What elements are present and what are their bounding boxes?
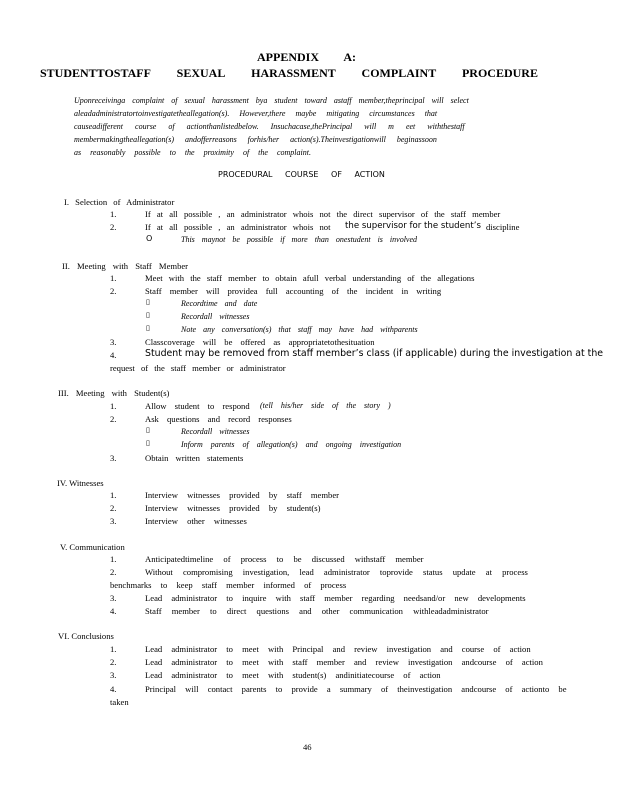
section-heading: V. Communication bbox=[60, 542, 125, 552]
intro-line: causeadifferent course of actionthanlistedbelow. Insuchacase,thePrincipal will m eet withthestaff bbox=[74, 122, 465, 131]
item-number: 1. bbox=[110, 554, 117, 564]
title-word: COMPLAINT bbox=[361, 66, 437, 80]
item-subtext: Note any conversation(s) that staff may have had withparents bbox=[181, 325, 418, 334]
procedural-heading: PROCEDURAL COURSE OF ACTION bbox=[218, 170, 385, 179]
item-text: Interview witnesses provided by student(s) bbox=[145, 503, 321, 513]
item-subtext: Inform parents of allegation(s) and ongoing investigation bbox=[181, 440, 402, 449]
intro-line: aleadadministratortoinvestigatetheallegation(s). However,there maybe mitigating circumstances that bbox=[74, 109, 438, 118]
section-heading: VI. Conclusions bbox=[58, 631, 114, 641]
item-number: 3. bbox=[110, 337, 117, 347]
item-number: 3. bbox=[110, 453, 117, 463]
bullet-icon: ▯ bbox=[146, 439, 150, 447]
item-subtext: This maynot be possible if more than onestudent is involved bbox=[181, 235, 418, 244]
bullet-icon: ▯ bbox=[146, 324, 150, 332]
item-subtext: Recordall witnesses bbox=[181, 312, 250, 321]
item-text: Anticipatedtimeline of process to be discussed withstaff member bbox=[145, 554, 424, 564]
bullet-icon: ▯ bbox=[146, 298, 150, 306]
item-number: 2. bbox=[110, 503, 117, 513]
item-subtext: (tell his/her side of the story ) bbox=[260, 401, 391, 410]
title-word: PROCEDURE bbox=[461, 66, 538, 80]
title-word: SEXUAL bbox=[176, 66, 226, 80]
item-number: 1. bbox=[110, 209, 117, 219]
section-heading: IV. Witnesses bbox=[57, 478, 104, 488]
page-number: 46 bbox=[303, 742, 312, 752]
item-number: 1. bbox=[110, 273, 117, 283]
item-text: Classcoverage will be offered as appropriatetothesituation bbox=[145, 337, 375, 347]
appendix-title: APPENDIX A: bbox=[257, 50, 356, 64]
item-text: Meet with the staff member to obtain afull verbal understanding of the allegations bbox=[145, 273, 475, 283]
item-number: 1. bbox=[110, 490, 117, 500]
item-text: Principal will contact parents to provide a summary of theinvestigation andcourse of actionto be bbox=[145, 684, 567, 694]
item-text: Ask questions and record responses bbox=[145, 414, 292, 424]
item-text: Interview witnesses provided by staff member bbox=[145, 490, 340, 500]
item-text: Lead administrator to meet with student(s) andinitiatecourse of action bbox=[145, 670, 441, 680]
item-text: Interview other witnesses bbox=[145, 516, 247, 526]
item-number: 4. bbox=[110, 606, 117, 616]
item-text: Student may be removed from staff member’s class (if applicable) during the investigation at the bbox=[145, 348, 604, 359]
item-text: Staff member will providea full accounting of the incident in writing bbox=[145, 286, 442, 296]
item-text: Lead administrator to meet with Principal and review investigation and course of action bbox=[145, 644, 531, 654]
bullet-icon: ▯ bbox=[146, 311, 150, 319]
item-text: Staff member to direct questions and other communication withleadadministrator bbox=[145, 606, 489, 616]
title-word: STUDENTTOSTAFF bbox=[40, 66, 151, 80]
section-heading: III. Meeting with Student(s) bbox=[58, 388, 170, 398]
item-number: 1. bbox=[110, 401, 117, 411]
item-number: 1. bbox=[110, 644, 117, 654]
item-number: 2. bbox=[110, 657, 117, 667]
item-text: If at all possible , an administrator whois not the direct supervisor of the staff member bbox=[145, 209, 501, 219]
item-text: Obtain written statements bbox=[145, 453, 244, 463]
item-text: the supervisor for the student’s bbox=[345, 221, 481, 231]
item-number: 3. bbox=[110, 516, 117, 526]
intro-line: Uponreceivinga complaint of sexual harassment bya student toward astaff member,theprincipal will select bbox=[74, 96, 469, 105]
item-number: 4. bbox=[110, 684, 117, 694]
item-text: Lead administrator to inquire with staff member regarding needsand/or new developments bbox=[145, 593, 526, 603]
item-number: 2. bbox=[110, 222, 117, 232]
item-text: Without compromising investigation, lead administrator toprovide status update at process bbox=[145, 567, 528, 577]
section-heading: II. Meeting with Staff Member bbox=[62, 261, 189, 271]
item-text: taken bbox=[110, 697, 129, 707]
circle-bullet-icon: O bbox=[146, 234, 153, 243]
item-number: 2. bbox=[110, 286, 117, 296]
item-number: 3. bbox=[110, 670, 117, 680]
item-number: 3. bbox=[110, 593, 117, 603]
item-number: 4. bbox=[110, 350, 117, 360]
item-text: discipline bbox=[486, 222, 520, 232]
item-text: If at all possible , an administrator whois not bbox=[145, 222, 331, 232]
title-word: HARASSMENT bbox=[251, 66, 336, 80]
item-text: Allow student to respond bbox=[145, 401, 250, 411]
item-number: 2. bbox=[110, 567, 117, 577]
intro-line: membermakingtheallegation(s) andofferreasons forhis/her action(s).Theinvestigationwill beginassoon bbox=[74, 135, 437, 144]
item-text: Lead administrator to meet with staff member and review investigation andcourse of action bbox=[145, 657, 543, 667]
item-text: request of the staff member or administrator bbox=[110, 363, 286, 373]
item-text: benchmarks to keep staff member informed of process bbox=[110, 580, 347, 590]
section-heading: I. Selection of Administrator bbox=[64, 197, 175, 207]
item-subtext: Recordtime and date bbox=[181, 299, 258, 308]
document-title bbox=[40, 66, 538, 81]
item-number: 2. bbox=[110, 414, 117, 424]
item-subtext: Recordall witnesses bbox=[181, 427, 250, 436]
bullet-icon: ▯ bbox=[146, 426, 150, 434]
intro-line: as reasonably possible to the proximity of the complaint. bbox=[74, 148, 311, 157]
